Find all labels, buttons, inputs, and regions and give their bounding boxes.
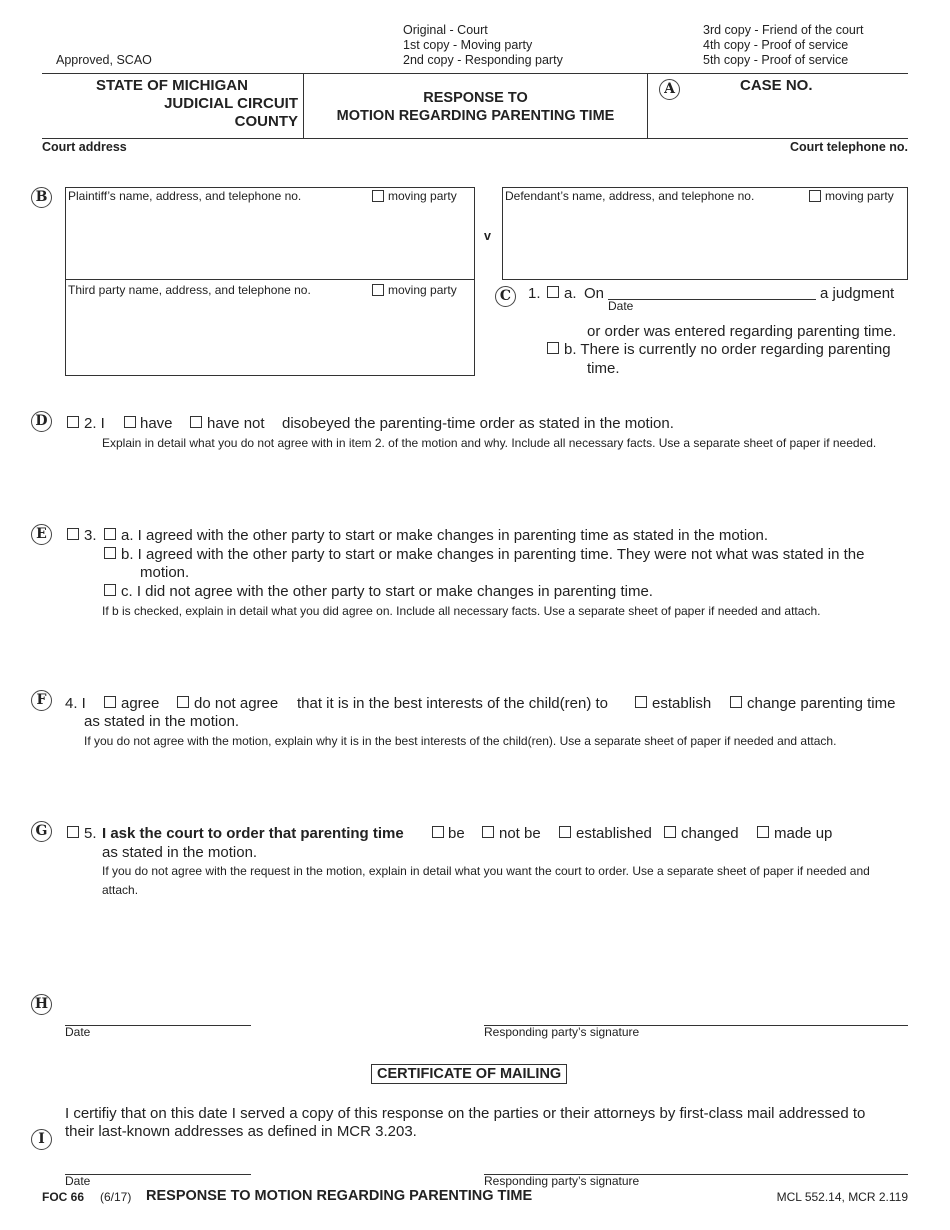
distribution-third-copy: 3rd copy - Friend of the court xyxy=(703,23,864,37)
plaintiff-label: Plaintiff’s name, address, and telephone no. xyxy=(68,189,302,203)
court-phone-label: Court telephone no. xyxy=(789,140,908,154)
item1a-on: On xyxy=(584,285,605,302)
signature-date-line[interactable] xyxy=(65,1025,251,1026)
item2-explanation-field[interactable] xyxy=(102,453,908,505)
item5-be-checkbox[interactable] xyxy=(432,826,444,838)
item2-checkbox[interactable] xyxy=(67,416,79,428)
footer-citation: MCL 552.14, MCR 2.119 xyxy=(776,1190,908,1204)
marker-h: H xyxy=(31,994,52,1015)
item4-instruction: If you do not agree with the motion, explain why it is in the best interests of the child(ren). Use a separate sheet of paper if needed and attach. xyxy=(84,734,837,748)
defendant-label: Defendant’s name, address, and telephone no. xyxy=(505,189,755,203)
item4-agree-label: agree xyxy=(121,695,160,712)
item3-number: 3. xyxy=(84,527,97,544)
distribution-first-copy: 1st copy - Moving party xyxy=(403,38,533,52)
certificate-date-label: Date xyxy=(65,1174,91,1188)
item5-not-be-label: not be xyxy=(499,825,541,842)
third-party-moving-label: moving party xyxy=(388,283,457,297)
item5-line2: as stated in the motion. xyxy=(102,844,258,861)
item1a-checkbox[interactable] xyxy=(547,286,559,298)
header-divider-2 xyxy=(647,73,648,138)
item3b-checkbox[interactable] xyxy=(104,547,116,559)
item4-text: that it is in the best interests of the child(ren) to xyxy=(297,695,608,712)
marker-d: D xyxy=(31,411,52,432)
item4-establish-checkbox[interactable] xyxy=(635,696,647,708)
certificate-text-line1: I certifiy that on this date I served a copy of this response on the parties or their attorneys by first-class mail addressed to xyxy=(65,1105,866,1122)
item1-date-label: Date xyxy=(608,299,634,313)
item1b-line2: time. xyxy=(587,360,620,377)
third-party-moving-checkbox[interactable] xyxy=(372,284,384,296)
item1b-checkbox[interactable] xyxy=(547,342,559,354)
item4-do-not-agree-checkbox[interactable] xyxy=(177,696,189,708)
item3a-checkbox[interactable] xyxy=(104,528,116,540)
item5-changed-checkbox[interactable] xyxy=(664,826,676,838)
footer-revision: (6/17) xyxy=(100,1190,132,1204)
item4-establish-label: establish xyxy=(652,695,712,712)
marker-a: A xyxy=(659,79,680,100)
item5-checkbox[interactable] xyxy=(67,826,79,838)
circuit-label: JUDICIAL CIRCUIT xyxy=(164,95,298,112)
item5-be-label: be xyxy=(448,825,465,842)
versus-label: v xyxy=(484,229,491,243)
item3-checkbox[interactable] xyxy=(67,528,79,540)
marker-i: I xyxy=(31,1129,52,1150)
item1a-judgment: a judgment xyxy=(820,285,895,302)
item2-have-checkbox[interactable] xyxy=(124,416,136,428)
item5-established-checkbox[interactable] xyxy=(559,826,571,838)
state-label: STATE OF MICHIGAN xyxy=(96,77,248,94)
item1-date-line[interactable] xyxy=(608,299,816,300)
item5-made-up-label: made up xyxy=(774,825,833,842)
item3b-line1: b. I agreed with the other party to start or make changes in parenting time. They were not what was stated in the xyxy=(121,546,865,563)
signature-date-label: Date xyxy=(65,1025,91,1039)
item2-instruction: Explain in detail what you do not agree with in item 2. of the motion and why. Include all necessary facts. Use a separate sheet of paper if needed. xyxy=(102,436,877,450)
plaintiff-moving-checkbox[interactable] xyxy=(372,190,384,202)
plaintiff-moving-label: moving party xyxy=(388,189,457,203)
item1a-label: a. xyxy=(564,285,577,302)
item5-instruction-line2: attach. xyxy=(102,883,139,897)
item4-change-label: change parenting time xyxy=(747,695,896,712)
marker-b: B xyxy=(31,187,52,208)
footer-title: RESPONSE TO MOTION REGARDING PARENTING TIME xyxy=(146,1188,533,1204)
item4-change-checkbox[interactable] xyxy=(730,696,742,708)
third-party-info-field[interactable] xyxy=(68,300,472,372)
defendant-moving-label: moving party xyxy=(825,189,894,203)
item5-instruction-line1: If you do not agree with the request in the motion, explain in detail what you want the court to order. Use a separate sheet of paper if needed and xyxy=(102,864,870,878)
item2-text: disobeyed the parenting-time order as stated in the motion. xyxy=(282,415,674,432)
form-title-line2: MOTION REGARDING PARENTING TIME xyxy=(336,108,615,124)
item4-number: 4. I xyxy=(65,695,86,712)
certificate-text-line2: their last-known addresses as defined in MCR 3.203. xyxy=(65,1123,417,1140)
case-number-label: CASE NO. xyxy=(740,77,813,94)
item5-made-up-checkbox[interactable] xyxy=(757,826,769,838)
plaintiff-divider xyxy=(65,279,475,280)
item4-explanation-field[interactable] xyxy=(84,751,908,811)
county-label: COUNTY xyxy=(234,113,298,130)
item5-not-be-checkbox[interactable] xyxy=(482,826,494,838)
defendant-info-field[interactable] xyxy=(505,206,905,276)
marker-f: F xyxy=(31,690,52,711)
item5-number: 5. xyxy=(84,825,97,842)
item3-instruction: If b is checked, explain in detail what you did agree on. Include all necessary facts. Use a separate sheet of paper if needed and attach. xyxy=(102,604,821,618)
footer-form-id: FOC 66 xyxy=(42,1190,85,1204)
header-top-rule xyxy=(42,73,908,74)
signature-label: Responding party’s signature xyxy=(484,1025,640,1039)
marker-g: G xyxy=(31,821,52,842)
distribution-fifth-copy: 5th copy - Proof of service xyxy=(703,53,849,67)
item1a-continuation: or order was entered regarding parenting time. xyxy=(587,323,897,340)
defendant-moving-checkbox[interactable] xyxy=(809,190,821,202)
certificate-date-line[interactable] xyxy=(65,1174,251,1175)
item5-explanation-field[interactable] xyxy=(102,900,908,980)
certificate-title: CERTIFICATE OF MAILING xyxy=(371,1064,567,1084)
third-party-label: Third party name, address, and telephone no. xyxy=(68,283,311,297)
marker-e: E xyxy=(31,524,52,545)
item4-line2: as stated in the motion. xyxy=(84,713,240,730)
item4-agree-checkbox[interactable] xyxy=(104,696,116,708)
distribution-fourth-copy: 4th copy - Proof of service xyxy=(703,38,849,52)
item5-established-label: established xyxy=(576,825,652,842)
item3a-text: a. I agreed with the other party to start or make changes in parenting time as stated in the motion. xyxy=(121,527,769,544)
item3c-text: c. I did not agree with the other party to start or make changes in parenting time. xyxy=(121,583,653,600)
court-address-label: Court address xyxy=(42,140,127,154)
distribution-second-copy: 2nd copy - Responding party xyxy=(403,53,563,67)
item3b-line2: motion. xyxy=(140,564,190,581)
item3-explanation-field[interactable] xyxy=(102,621,908,681)
distribution-original: Original - Court xyxy=(403,23,488,37)
form-title-line1: RESPONSE TO xyxy=(423,90,528,106)
approved-label: Approved, SCAO xyxy=(56,53,152,67)
item3c-checkbox[interactable] xyxy=(104,584,116,596)
item1b-line1: b. There is currently no order regarding parenting xyxy=(564,341,891,358)
item4-do-not-agree-label: do not agree xyxy=(194,695,279,712)
item1-number: 1. xyxy=(528,285,541,302)
distribution-right xyxy=(703,23,864,68)
marker-c: C xyxy=(495,286,516,307)
certificate-signature-label: Responding party’s signature xyxy=(484,1174,640,1188)
plaintiff-info-field[interactable] xyxy=(68,206,472,276)
distribution-left xyxy=(403,23,563,68)
item5-text: I ask the court to order that parenting time xyxy=(102,825,404,842)
item2-have-not-label: have not xyxy=(207,415,265,432)
header-bottom-rule xyxy=(42,138,908,139)
item2-have-not-checkbox[interactable] xyxy=(190,416,202,428)
item2-number: 2. I xyxy=(84,415,105,432)
item5-changed-label: changed xyxy=(681,825,739,842)
item2-have-label: have xyxy=(140,415,173,432)
